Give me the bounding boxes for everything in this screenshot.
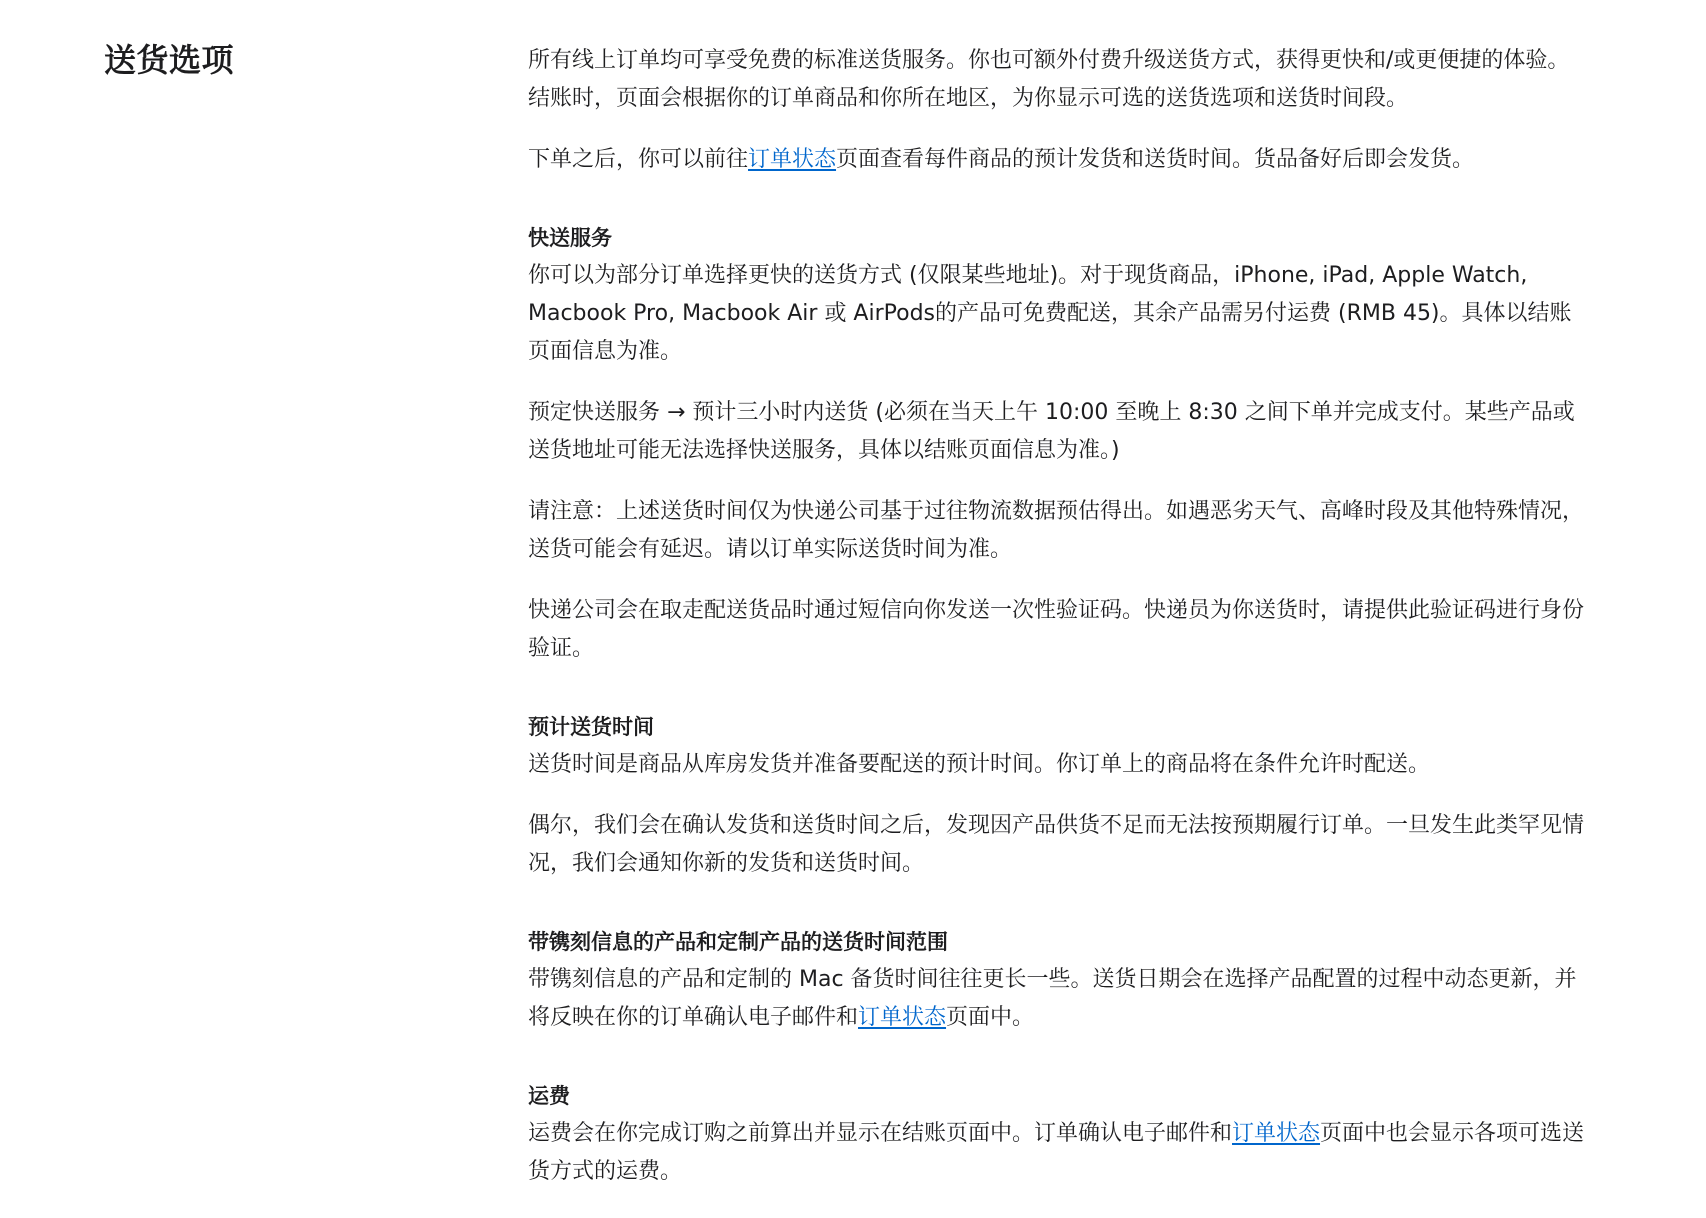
- engraved-paragraph-1: [528, 961, 1590, 1037]
- intro-p2-text-before: 下单之后，你可以前往: [528, 147, 749, 172]
- estimated-paragraph-1: 送货时间是商品从库房发货并准备要配送的预计时间。你订单上的商品将在条件允许时配送。: [528, 752, 1431, 777]
- engraved-heading: 带镌刻信息的产品和定制产品的送货时间范围: [528, 930, 948, 954]
- express-paragraph-3: 请注意：上述送货时间仅为快递公司基于过往物流数据预估得出。如遇恶劣天气、高峰时段及其他特殊情况，送货可能会有延迟。请以订单实际送货时间为准。: [528, 499, 1585, 562]
- express-paragraph-2: 预定快送服务 → 预计三小时内送货 (必须在当天上午 10:00 至晚上 8:30 之间下单并完成支付。某些产品或送货地址可能无法选择快送服务，具体以结账页面信息为准。): [528, 400, 1575, 463]
- shipping-fee-text-before: 运费会在你完成订购之前算出并显示在结账页面中。订单确认电子邮件和: [528, 1121, 1233, 1146]
- express-paragraph-1: 你可以为部分订单选择更快的送货方式 (仅限某些地址)。对于现货商品，iPhone, iPad, Apple Watch, Macbook Pro, Macbook Air 或 AirPods的产品可免费配送，其余产品需另付运费 (RMB 45)。具体以结账页面信息为准。: [528, 263, 1572, 364]
- content-column: [528, 42, 1590, 1191]
- shipping-fee-heading: 运费: [528, 1084, 570, 1108]
- express-heading: 快送服务: [528, 226, 612, 250]
- order-status-link[interactable]: 订单状态: [858, 1005, 947, 1030]
- shipping-fee-paragraph-1: [528, 1115, 1590, 1191]
- estimated-paragraph-2: 偶尔，我们会在确认发货和送货时间之后，发现因产品供货不足而无法按预期履行订单。一旦发生此类罕见情况，我们会通知你新的发货和送货时间。: [528, 813, 1585, 876]
- intro-paragraph-2: [528, 141, 1590, 179]
- estimated-time-heading: 预计送货时间: [528, 715, 654, 739]
- order-status-link[interactable]: 订单状态: [1232, 1121, 1321, 1146]
- express-paragraph-4: 快递公司会在取走配送货品时通过短信向你发送一次性验证码。快递员为你送货时，请提供此验证码进行身份验证。: [528, 598, 1585, 661]
- intro-p2-text-after: 页面查看每件商品的预计发货和送货时间。货品备好后即会发货。: [836, 147, 1475, 172]
- engraved-text-after: 页面中。: [946, 1005, 1035, 1030]
- engraved-text-before: 带镌刻信息的产品和定制的 Mac 备货时间往往更长一些。送货日期会在选择产品配置的过程中动态更新，并将反映在你的订单确认电子邮件和: [528, 967, 1577, 1030]
- section-title: 送货选项: [104, 41, 235, 79]
- order-status-link[interactable]: 订单状态: [748, 147, 837, 172]
- intro-paragraph-1: 所有线上订单均可享受免费的标准送货服务。你也可额外付费升级送货方式，获得更快和/或更便捷的体验。结账时，页面会根据你的订单商品和你所在地区，为你显示可选的送货选项和送货时间段。: [528, 48, 1570, 111]
- shipping-fee-text-after: 页面中也会显示各项可选送货方式的运费。: [528, 1121, 1585, 1184]
